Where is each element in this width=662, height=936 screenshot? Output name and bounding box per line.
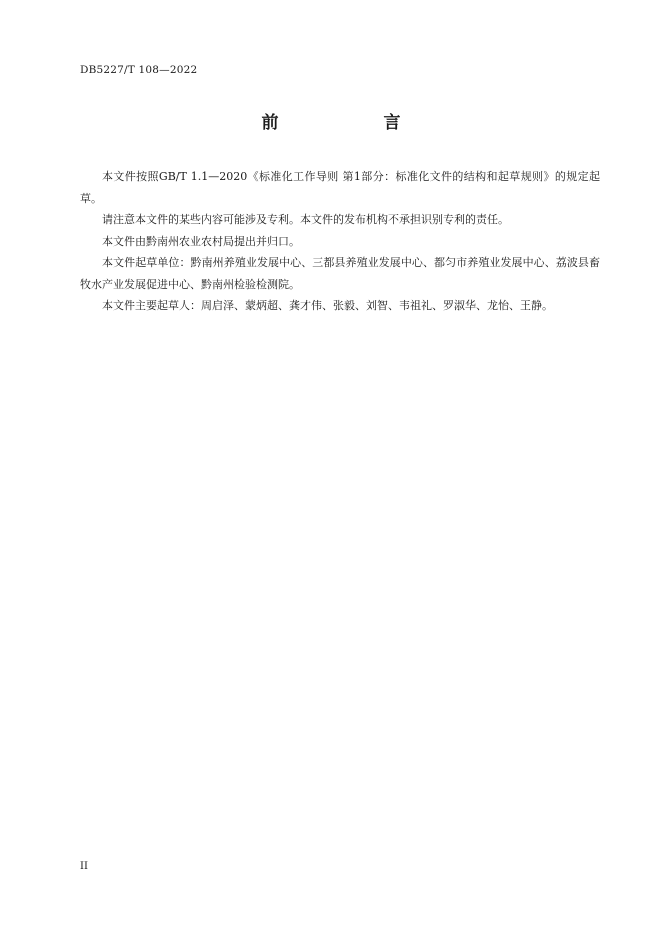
page-title: 前 言: [261, 113, 445, 133]
document-code: DB5227/T 108—2022: [80, 64, 198, 76]
paragraph-patent-notice: 请注意本文件的某些内容可能涉及专利。本文件的发布机构不承担识别专利的责任。: [102, 213, 509, 226]
paragraph-drafting-units: 本文件起草单位：黔南州养殖业发展中心、三都县养殖业发展中心、都匀市养殖业发展中心、荔波县畜牧水产业发展促进中心、黔南州检验检测院。: [80, 256, 600, 291]
paragraph-drafting-rules: 本文件按照GB/T 1.1—2020《标准化工作导则 第1部分：标准化文件的结构和起草规则》的规定起草。: [80, 170, 600, 205]
foreword-body: [80, 166, 600, 317]
paragraph-drafters: 本文件主要起草人：周启泽、蒙炳超、龚才伟、张毅、刘智、韦祖礼、罗淑华、龙怡、王静。: [102, 299, 553, 312]
page-number: II: [80, 861, 88, 872]
paragraph-proposer: 本文件由黔南州农业农村局提出并归口。: [102, 234, 300, 248]
